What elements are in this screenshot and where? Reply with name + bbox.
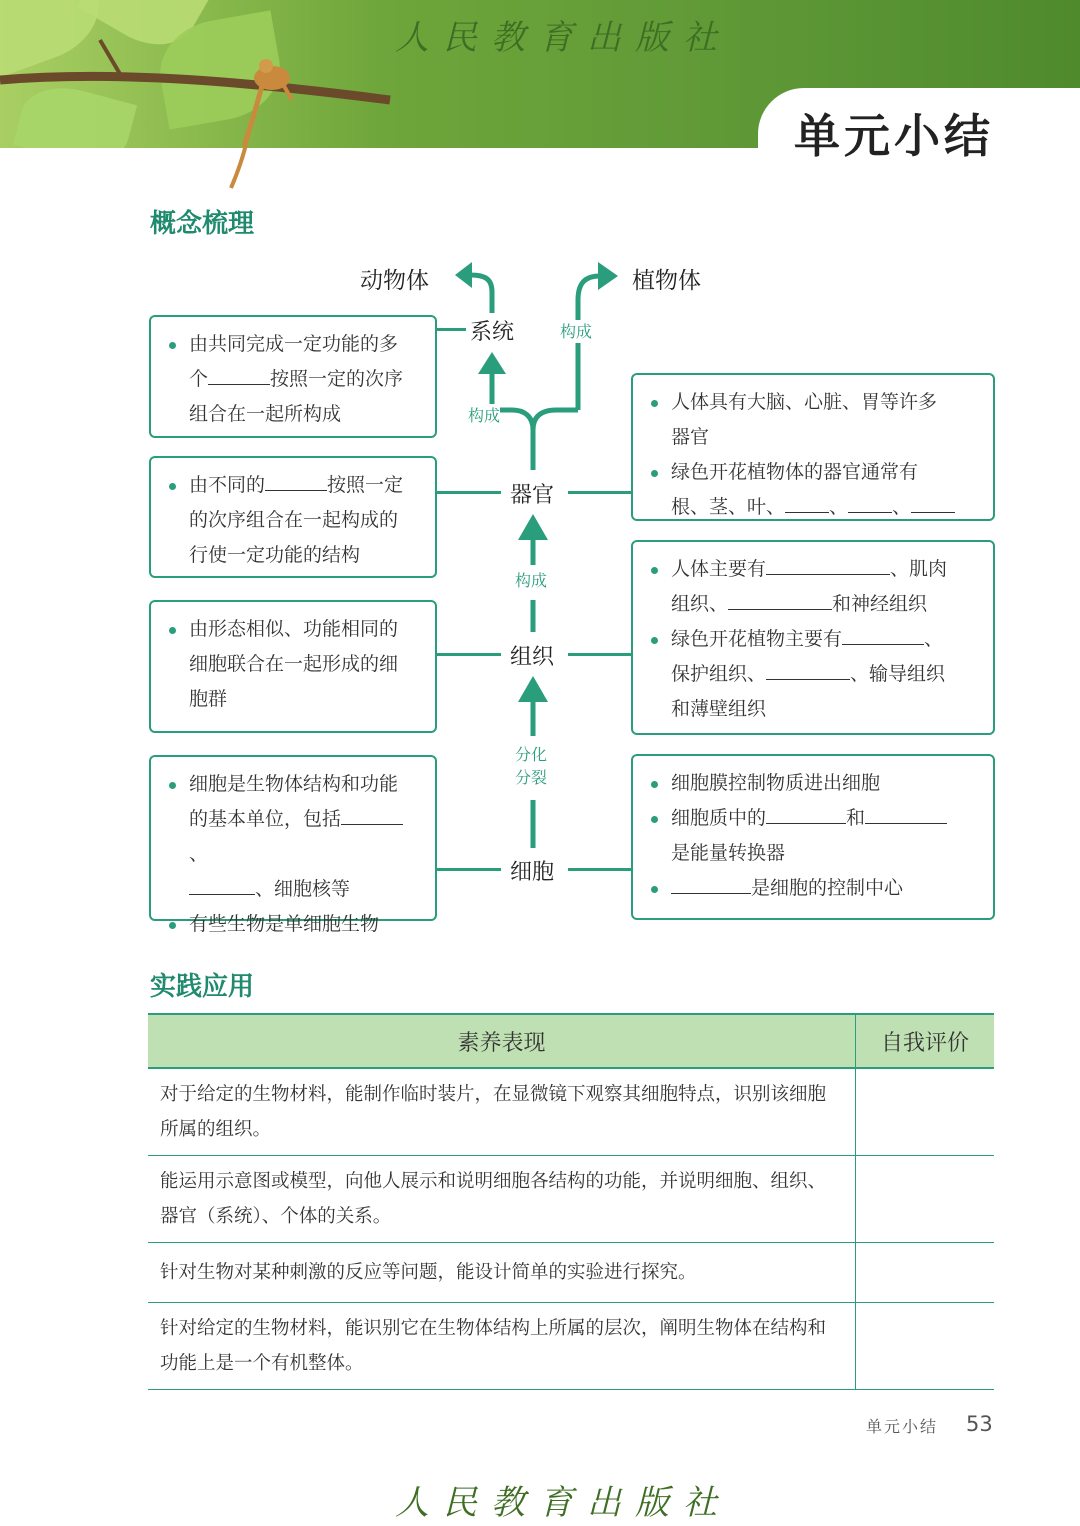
self-evaluation-table — [148, 1013, 994, 1390]
label-divide: 分裂 — [515, 768, 548, 787]
publisher-watermark-bottom: 人民教育出版社 — [395, 1483, 731, 1523]
fill-blank[interactable] — [766, 801, 846, 824]
arrow-to-plant — [578, 276, 600, 410]
fill-blank[interactable] — [728, 587, 832, 610]
connector-tissue-left — [436, 653, 501, 656]
performance-cell: 针对给定的生物材料，能识别它在生物体结构上所属的层次，阐明生物体在结构和功能上是一个有机整体。 — [148, 1303, 856, 1390]
table-header-row — [148, 1014, 994, 1068]
tissue-examples-box: 人体主要有 、肌肉 组织、 和神经组织 绿色开花植物主要有 、 保护组织、 、输导组织 和薄壁组织 — [631, 540, 995, 735]
fill-blank[interactable] — [842, 622, 924, 645]
bullet-item: 是细胞的控制中心 — [651, 871, 979, 906]
bullet-item: 人体具有大脑、心脏、胃等许多 — [651, 385, 979, 420]
label-differentiate: 分化 — [515, 745, 548, 764]
node-system: 系统 — [466, 315, 518, 346]
connector-cell-left — [436, 868, 501, 871]
bullet-item: 细胞膜控制物质进出细胞 — [651, 766, 979, 801]
performance-cell: 对于给定的生物材料，能制作临时装片，在显微镜下观察其细胞特点，识别该细胞所属的组织。 — [148, 1068, 856, 1156]
bullet-item: 绿色开花植物体的器官通常有 — [651, 455, 979, 490]
label-compose-plant: 构成 — [560, 322, 593, 341]
page-number: 53 — [966, 1412, 993, 1436]
table-row — [148, 1156, 994, 1243]
section-title-concept: 概念梳理 — [150, 209, 255, 239]
fill-blank[interactable] — [189, 872, 255, 895]
bullet-item: 细胞质中的 和 — [651, 801, 979, 836]
fill-blank[interactable] — [911, 490, 955, 513]
cell-structure-box: 细胞膜控制物质进出细胞 细胞质中的 和 是能量转换器 是细胞的控制中心 — [631, 754, 995, 920]
bullet-item: 人体主要有 、肌肉 — [651, 552, 979, 587]
fill-blank[interactable] — [766, 657, 850, 680]
unit-title: 单元小结 — [794, 109, 994, 163]
connector-tissue-right — [568, 653, 632, 656]
self-eval-cell[interactable] — [856, 1156, 995, 1243]
node-cell: 细胞 — [506, 855, 558, 886]
publisher-watermark-top: 人民教育出版社 — [395, 18, 731, 58]
connector-organ-right — [568, 491, 632, 494]
connector-system-left — [436, 328, 466, 331]
connector-cell-right — [568, 868, 632, 871]
table-row — [148, 1303, 994, 1390]
plant-body-label: 植物体 — [632, 268, 701, 294]
self-eval-cell[interactable] — [856, 1068, 995, 1156]
performance-cell: 能运用示意图或模型，向他人展示和说明细胞各结构的功能，并说明细胞、组织、器官（系统）、个体的关系。 — [148, 1156, 856, 1243]
bullet-item: 由共同完成一定功能的多 — [169, 327, 421, 362]
bullet-item: 细胞是生物体结构和功能 — [169, 767, 421, 802]
tissue-definition-box: 由形态相似、功能相同的 细胞联合在一起形成的细 胞群 — [149, 600, 437, 733]
label-compose-organ: 构成 — [515, 571, 548, 590]
header-self-eval: 自我评价 — [856, 1014, 995, 1068]
label-compose-system: 构成 — [468, 406, 501, 425]
section-title-practice: 实践应用 — [150, 972, 255, 1002]
fill-blank[interactable] — [265, 468, 327, 491]
label-differentiate-divide — [515, 743, 547, 789]
organ-examples-box: 人体具有大脑、心脏、胃等许多 器官 绿色开花植物体的器官通常有 根、茎、叶、 、 、 — [631, 373, 995, 521]
bullet-item: 由形态相似、功能相同的 — [169, 612, 421, 647]
system-definition-box: 由共同完成一定功能的多 个 按照一定的次序 组合在一起所构成 — [149, 315, 437, 438]
fill-blank[interactable] — [848, 490, 892, 513]
performance-cell: 针对生物对某种刺激的反应等问题，能设计简单的实验进行探究。 — [148, 1243, 856, 1303]
table-row — [148, 1068, 994, 1156]
organ-definition-box: 由不同的 按照一定 的次序组合在一起构成的 行使一定功能的结构 — [149, 456, 437, 578]
bullet-item: 有些生物是单细胞生物 — [169, 907, 421, 942]
connector-organ-left — [436, 491, 501, 494]
self-eval-cell[interactable] — [856, 1303, 995, 1390]
fill-blank[interactable] — [671, 871, 751, 894]
fill-blank[interactable] — [208, 362, 270, 385]
fill-blank[interactable] — [785, 490, 829, 513]
arrow-to-animal — [470, 275, 492, 313]
cell-definition-box: 细胞是生物体结构和功能 的基本单位，包括、 、细胞核等 有些生物是单细胞生物 — [149, 755, 437, 921]
node-organ: 器官 — [506, 478, 558, 509]
animal-body-label: 动物体 — [360, 268, 429, 294]
header-performance: 素养表现 — [148, 1014, 856, 1068]
node-tissue: 组织 — [506, 640, 558, 671]
fill-blank[interactable] — [865, 801, 947, 824]
self-eval-cell[interactable] — [856, 1243, 995, 1303]
footer-unit-label: 单元小结 — [866, 1417, 939, 1436]
table-row — [148, 1243, 994, 1303]
bullet-item: 绿色开花植物主要有 、 — [651, 622, 979, 657]
bullet-item: 由不同的 按照一定 — [169, 468, 421, 503]
fill-blank[interactable] — [341, 802, 403, 825]
fill-blank[interactable] — [766, 552, 890, 575]
